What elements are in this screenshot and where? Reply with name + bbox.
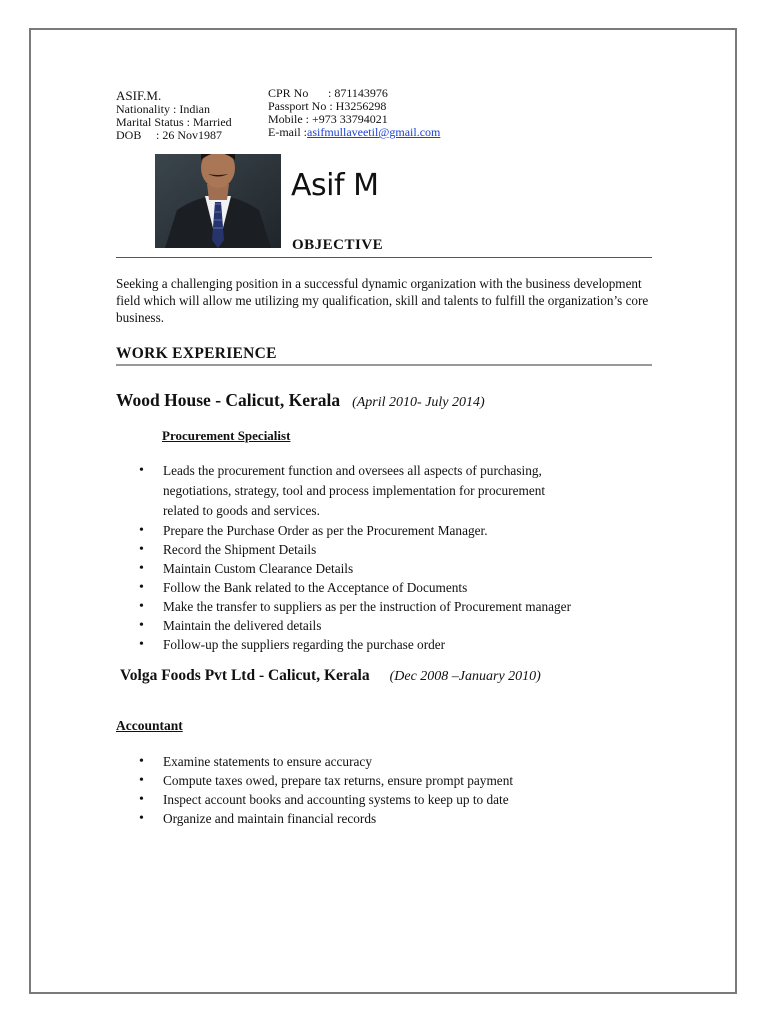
job-dates: (Dec 2008 –January 2010): [389, 669, 541, 684]
personal-details: [116, 89, 232, 142]
duty-item: • Follow the Bank related to the Acceptance of Documents: [139, 578, 571, 597]
profile-photo: [155, 154, 281, 248]
job-company: Volga Foods Pvt Ltd - Calicut, Kerala: [120, 667, 370, 684]
objective-divider: [116, 257, 652, 258]
job-1-duties: [139, 461, 571, 654]
nationality: Nationality : Indian: [116, 102, 210, 116]
email-link[interactable]: asifmullaveetil@gmail.com: [307, 125, 441, 139]
duty-item: • Record the Shipment Details: [139, 540, 571, 559]
cpr-label: CPR No: [268, 86, 309, 100]
dob: [116, 129, 232, 142]
job-entry-1: [116, 390, 485, 411]
duty-item: • Maintain the delivered details: [139, 616, 571, 635]
duty-line: related to goods and services.: [163, 503, 320, 518]
duty-item: • Organize and maintain financial records: [139, 809, 513, 828]
objective-text: Seeking a challenging position in a successful dynamic organization with the business development field which will allow me utilizing my qualification, skill and talents to fulfill the organization’s core business.: [116, 276, 649, 325]
job-company: Wood House - Calicut, Kerala: [116, 390, 341, 410]
duty-item: • Inspect account books and accounting systems to keep up to date: [139, 790, 513, 809]
mobile-number: Mobile : +973 33794021: [268, 112, 388, 126]
email: [268, 126, 440, 139]
duty-item: • Compute taxes owed, prepare tax returns, ensure prompt payment: [139, 771, 513, 790]
job-dates: (April 2010- July 2014): [352, 395, 485, 410]
cpr-value: : 871143976: [328, 86, 388, 100]
work-experience-divider: [116, 364, 652, 366]
duty-line: Leads the procurement function and oversees all aspects of purchasing,: [163, 463, 542, 478]
passport-number: Passport No : H3256298: [268, 99, 387, 113]
job-role: Accountant: [116, 718, 183, 733]
duty-item: • Make the transfer to suppliers as per the instruction of Procurement manager: [139, 597, 571, 616]
duty-item: • Maintain Custom Clearance Details: [139, 559, 571, 578]
profile-photo-image: [155, 154, 281, 248]
job-entry-2: [120, 667, 541, 685]
job-2-duties: [139, 752, 513, 828]
dob-label: DOB: [116, 128, 142, 142]
work-experience-heading: WORK EXPERIENCE: [116, 345, 277, 362]
personal-name: ASIF.M.: [116, 88, 162, 103]
duty-item: • Prepare the Purchase Order as per the Procurement Manager.: [139, 521, 571, 540]
duty-item: [139, 461, 571, 521]
objective-heading: OBJECTIVE: [292, 237, 384, 253]
duty-item: • Follow-up the suppliers regarding the purchase order: [139, 635, 571, 654]
display-name: Asif M: [291, 168, 379, 203]
email-label: E-mail :: [268, 125, 307, 139]
job-role: Procurement Specialist: [162, 428, 291, 443]
marital-status: Marital Status : Married: [116, 115, 232, 129]
dob-value: : 26 Nov1987: [156, 128, 222, 142]
duty-line: negotiations, strategy, tool and process implementation for procurement: [163, 483, 546, 498]
contact-details: [268, 87, 440, 139]
duty-item: • Examine statements to ensure accuracy: [139, 752, 513, 771]
